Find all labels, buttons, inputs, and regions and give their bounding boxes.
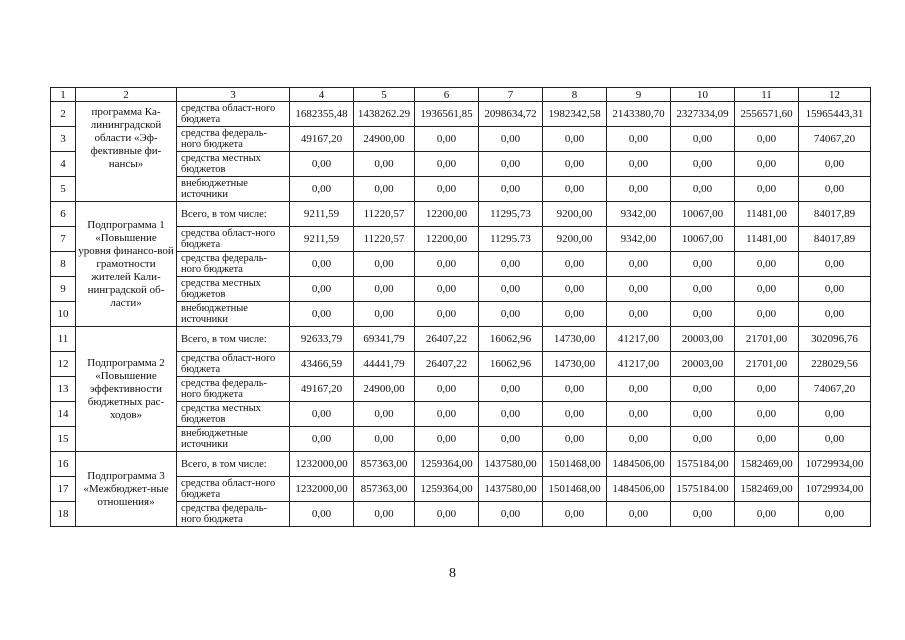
amount-cell: 0,00	[671, 177, 735, 202]
amount-cell: 1232000,00	[290, 452, 354, 477]
funding-source: средства местных бюджетов	[177, 277, 290, 302]
amount-cell: 0,00	[607, 377, 671, 402]
amount-cell: 10729934,00	[799, 477, 871, 502]
amount-cell: 9211,59	[290, 202, 354, 227]
amount-cell: 24900,00	[354, 377, 415, 402]
column-number: 2	[76, 88, 177, 102]
amount-cell: 0,00	[735, 277, 799, 302]
amount-cell: 26407,22	[415, 327, 479, 352]
amount-cell: 0,00	[799, 402, 871, 427]
row-number: 17	[51, 477, 76, 502]
amount-cell: 0,00	[290, 177, 354, 202]
amount-cell: 11220,57	[354, 202, 415, 227]
amount-cell: 0,00	[607, 152, 671, 177]
amount-cell: 1982342,58	[543, 102, 607, 127]
amount-cell: 1259364,00	[415, 452, 479, 477]
funding-source: средства федераль-ного бюджета	[177, 252, 290, 277]
row-number: 4	[51, 152, 76, 177]
amount-cell: 0,00	[735, 127, 799, 152]
row-number: 14	[51, 402, 76, 427]
amount-cell: 0,00	[415, 427, 479, 452]
amount-cell: 41217,00	[607, 327, 671, 352]
amount-cell: 14730,00	[543, 327, 607, 352]
program-name: Подпрограмма 3 «Межбюджет-ные отношения»	[76, 452, 177, 527]
amount-cell: 0,00	[735, 302, 799, 327]
amount-cell: 0,00	[354, 277, 415, 302]
column-number: 1	[51, 88, 76, 102]
amount-cell: 1501468,00	[543, 452, 607, 477]
amount-cell: 0,00	[415, 277, 479, 302]
amount-cell: 43466,59	[290, 352, 354, 377]
amount-cell: 0,00	[799, 277, 871, 302]
funding-source: средства местных бюджетов	[177, 402, 290, 427]
amount-cell: 0,00	[543, 177, 607, 202]
amount-cell: 0,00	[671, 277, 735, 302]
column-number: 11	[735, 88, 799, 102]
amount-cell: 0,00	[543, 152, 607, 177]
amount-cell: 11295.73	[479, 227, 543, 252]
amount-cell: 1484506,00	[607, 452, 671, 477]
amount-cell: 0,00	[415, 152, 479, 177]
amount-cell: 0,00	[671, 377, 735, 402]
amount-cell: 0,00	[735, 377, 799, 402]
table-row	[51, 327, 871, 352]
budget-table	[50, 87, 871, 527]
amount-cell: 84017,89	[799, 227, 871, 252]
amount-cell: 0,00	[543, 302, 607, 327]
amount-cell: 0,00	[290, 402, 354, 427]
amount-cell: 0,00	[290, 302, 354, 327]
amount-cell: 0,00	[415, 502, 479, 527]
column-number: 10	[671, 88, 735, 102]
funding-source: средства област-ного бюджета	[177, 227, 290, 252]
amount-cell: 11220,57	[354, 227, 415, 252]
amount-cell: 0,00	[671, 127, 735, 152]
amount-cell: 10729934,00	[799, 452, 871, 477]
amount-cell: 9200,00	[543, 227, 607, 252]
row-number: 10	[51, 302, 76, 327]
table-row	[51, 452, 871, 477]
amount-cell: 857363,00	[354, 477, 415, 502]
amount-cell: 24900,00	[354, 127, 415, 152]
funding-source: средства област-ного бюджета	[177, 477, 290, 502]
table-row	[51, 102, 871, 127]
amount-cell: 0,00	[290, 502, 354, 527]
amount-cell: 0,00	[543, 377, 607, 402]
amount-cell: 49167,20	[290, 377, 354, 402]
funding-source: средства местных бюджетов	[177, 152, 290, 177]
amount-cell: 0,00	[671, 152, 735, 177]
amount-cell: 0,00	[479, 377, 543, 402]
amount-cell: 1582469,00	[735, 477, 799, 502]
amount-cell: 1582469,00	[735, 452, 799, 477]
program-name: Подпрограмма 1 «Повышение уровня финансо-вой грамотности жителей Кали-нинградской об-ласти»	[76, 202, 177, 327]
row-number: 15	[51, 427, 76, 452]
amount-cell: 0,00	[671, 252, 735, 277]
table-body	[51, 88, 871, 527]
amount-cell: 0,00	[607, 252, 671, 277]
program-name: программа Ка-лининградской области «Эф-фективные фи-нансы»	[76, 102, 177, 202]
amount-cell: 0,00	[415, 177, 479, 202]
amount-cell: 0,00	[671, 502, 735, 527]
amount-cell: 9211,59	[290, 227, 354, 252]
column-number: 7	[479, 88, 543, 102]
amount-cell: 2327334,09	[671, 102, 735, 127]
row-number: 8	[51, 252, 76, 277]
amount-cell: 2098634,72	[479, 102, 543, 127]
amount-cell: 0,00	[479, 502, 543, 527]
amount-cell: 0,00	[354, 427, 415, 452]
amount-cell: 0,00	[543, 277, 607, 302]
amount-cell: 0,00	[799, 502, 871, 527]
row-number: 13	[51, 377, 76, 402]
amount-cell: 1682355,48	[290, 102, 354, 127]
column-number: 4	[290, 88, 354, 102]
funding-source: средства област-ного бюджета	[177, 102, 290, 127]
row-number: 2	[51, 102, 76, 127]
amount-cell: 0,00	[354, 502, 415, 527]
amount-cell: 0,00	[607, 127, 671, 152]
row-number: 5	[51, 177, 76, 202]
funding-source: Всего, в том числе:	[177, 452, 290, 477]
amount-cell: 0,00	[354, 152, 415, 177]
amount-cell: 1232000,00	[290, 477, 354, 502]
amount-cell: 0,00	[799, 177, 871, 202]
funding-source: Всего, в том числе:	[177, 327, 290, 352]
amount-cell: 0,00	[735, 177, 799, 202]
amount-cell: 228029,56	[799, 352, 871, 377]
amount-cell: 0,00	[735, 502, 799, 527]
amount-cell: 1259364,00	[415, 477, 479, 502]
amount-cell: 0,00	[479, 152, 543, 177]
amount-cell: 0,00	[354, 252, 415, 277]
row-number: 7	[51, 227, 76, 252]
amount-cell: 0,00	[799, 427, 871, 452]
amount-cell: 0,00	[479, 252, 543, 277]
amount-cell: 16062,96	[479, 352, 543, 377]
amount-cell: 0,00	[607, 277, 671, 302]
amount-cell: 0,00	[354, 302, 415, 327]
program-name: Подпрограмма 2 «Повышение эффективности бюджетных рас-ходов»	[76, 327, 177, 452]
amount-cell: 49167,20	[290, 127, 354, 152]
amount-cell: 0,00	[799, 302, 871, 327]
amount-cell: 11481,00	[735, 227, 799, 252]
amount-cell: 0,00	[479, 177, 543, 202]
amount-cell: 10067,00	[671, 227, 735, 252]
row-number: 3	[51, 127, 76, 152]
amount-cell: 11481,00	[735, 202, 799, 227]
amount-cell: 44441,79	[354, 352, 415, 377]
amount-cell: 0,00	[543, 402, 607, 427]
funding-source: средства федераль-ного бюджета	[177, 127, 290, 152]
funding-source: внебюджетные источники	[177, 427, 290, 452]
funding-source: средства област-ного бюджета	[177, 352, 290, 377]
amount-cell: 0,00	[543, 502, 607, 527]
amount-cell: 2556571,60	[735, 102, 799, 127]
amount-cell: 1575184,00	[671, 452, 735, 477]
amount-cell: 21701,00	[735, 352, 799, 377]
amount-cell: 0,00	[543, 127, 607, 152]
amount-cell: 0,00	[671, 402, 735, 427]
amount-cell: 1437580,00	[479, 452, 543, 477]
amount-cell: 0,00	[671, 302, 735, 327]
column-number: 8	[543, 88, 607, 102]
amount-cell: 0,00	[290, 277, 354, 302]
amount-cell: 0,00	[290, 152, 354, 177]
amount-cell: 0,00	[479, 427, 543, 452]
amount-cell: 12200,00	[415, 227, 479, 252]
amount-cell: 1437580,00	[479, 477, 543, 502]
row-number: 12	[51, 352, 76, 377]
page-number: 8	[449, 566, 456, 581]
amount-cell: 857363,00	[354, 452, 415, 477]
amount-cell: 0,00	[735, 427, 799, 452]
amount-cell: 0,00	[607, 402, 671, 427]
amount-cell: 20003,00	[671, 327, 735, 352]
header-row	[51, 88, 871, 102]
amount-cell: 26407,22	[415, 352, 479, 377]
amount-cell: 0,00	[479, 277, 543, 302]
amount-cell: 2143380,70	[607, 102, 671, 127]
amount-cell: 9342,00	[607, 227, 671, 252]
amount-cell: 1438262.29	[354, 102, 415, 127]
amount-cell: 15965443,31	[799, 102, 871, 127]
amount-cell: 0,00	[415, 402, 479, 427]
amount-cell: 0,00	[479, 402, 543, 427]
amount-cell: 0,00	[799, 152, 871, 177]
amount-cell: 0,00	[415, 302, 479, 327]
amount-cell: 0,00	[543, 427, 607, 452]
funding-source: внебюджетные источники	[177, 302, 290, 327]
amount-cell: 20003,00	[671, 352, 735, 377]
amount-cell: 1575184.00	[671, 477, 735, 502]
amount-cell: 0,00	[607, 502, 671, 527]
amount-cell: 14730,00	[543, 352, 607, 377]
row-number: 6	[51, 202, 76, 227]
column-number: 3	[177, 88, 290, 102]
amount-cell: 0,00	[354, 402, 415, 427]
row-number: 16	[51, 452, 76, 477]
amount-cell: 0,00	[479, 302, 543, 327]
amount-cell: 0,00	[607, 177, 671, 202]
amount-cell: 0,00	[735, 402, 799, 427]
amount-cell: 0,00	[415, 127, 479, 152]
table-row	[51, 202, 871, 227]
funding-source: внебюджетные источники	[177, 177, 290, 202]
funding-source: средства федераль-ного бюджета	[177, 502, 290, 527]
row-number: 18	[51, 502, 76, 527]
amount-cell: 12200,00	[415, 202, 479, 227]
column-number: 5	[354, 88, 415, 102]
amount-cell: 11295,73	[479, 202, 543, 227]
amount-cell: 0,00	[415, 252, 479, 277]
amount-cell: 0,00	[354, 177, 415, 202]
amount-cell: 1501468,00	[543, 477, 607, 502]
amount-cell: 0,00	[290, 252, 354, 277]
amount-cell: 74067,20	[799, 127, 871, 152]
column-number: 6	[415, 88, 479, 102]
amount-cell: 302096,76	[799, 327, 871, 352]
amount-cell: 0,00	[799, 252, 871, 277]
column-number: 12	[799, 88, 871, 102]
amount-cell: 41217,00	[607, 352, 671, 377]
amount-cell: 84017,89	[799, 202, 871, 227]
row-number: 11	[51, 327, 76, 352]
amount-cell: 21701,00	[735, 327, 799, 352]
row-number: 9	[51, 277, 76, 302]
amount-cell: 0,00	[290, 427, 354, 452]
amount-cell: 10067,00	[671, 202, 735, 227]
funding-source: средства федераль-ного бюджета	[177, 377, 290, 402]
column-number: 9	[607, 88, 671, 102]
funding-source: Всего, в том числе:	[177, 202, 290, 227]
amount-cell: 0,00	[415, 377, 479, 402]
amount-cell: 16062,96	[479, 327, 543, 352]
amount-cell: 74067,20	[799, 377, 871, 402]
amount-cell: 0,00	[607, 302, 671, 327]
amount-cell: 9200,00	[543, 202, 607, 227]
amount-cell: 1484506,00	[607, 477, 671, 502]
amount-cell: 0,00	[607, 427, 671, 452]
amount-cell: 0,00	[671, 427, 735, 452]
amount-cell: 0,00	[735, 152, 799, 177]
amount-cell: 0,00	[479, 127, 543, 152]
amount-cell: 92633,79	[290, 327, 354, 352]
amount-cell: 0,00	[543, 252, 607, 277]
amount-cell: 69341,79	[354, 327, 415, 352]
amount-cell: 1936561,85	[415, 102, 479, 127]
amount-cell: 9342,00	[607, 202, 671, 227]
amount-cell: 0,00	[735, 252, 799, 277]
